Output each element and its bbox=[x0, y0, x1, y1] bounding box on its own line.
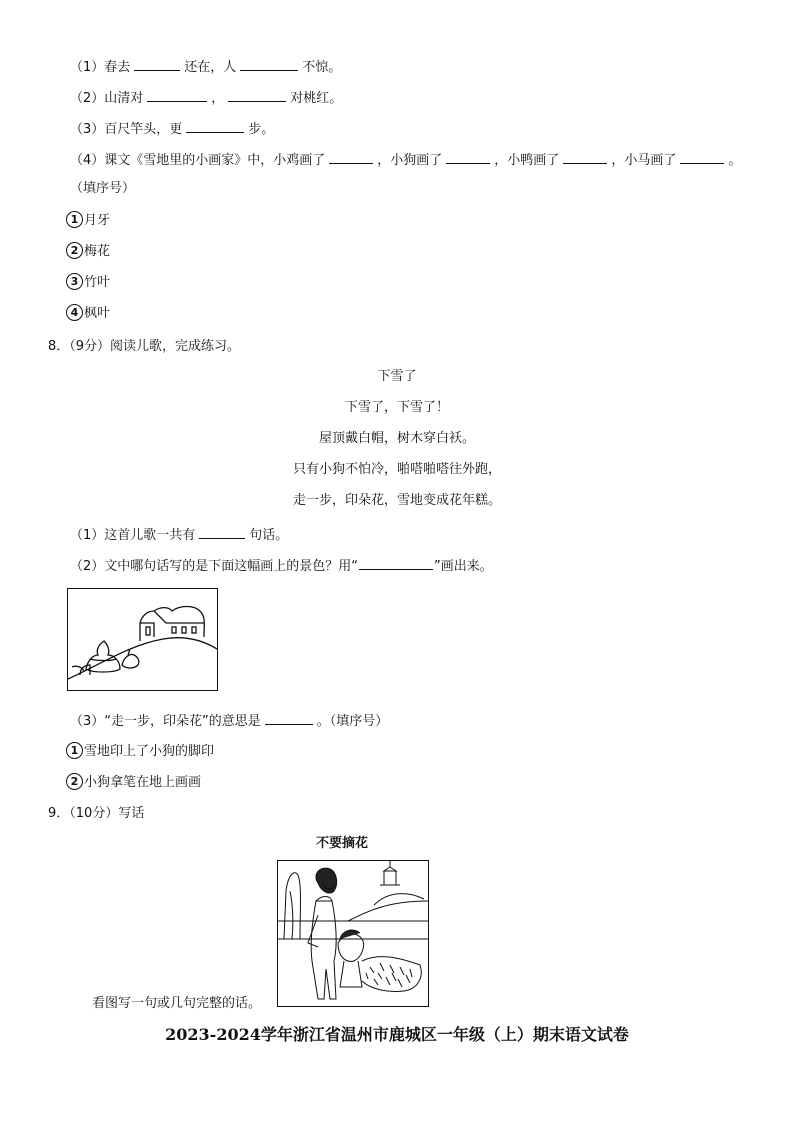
q7-option-1: 1 月牙 bbox=[66, 211, 110, 230]
answer-blank[interactable] bbox=[186, 118, 244, 133]
q7-line-2: （2）山清对 ， 对桃红。 bbox=[70, 87, 342, 108]
q8-line-1: （1）这首儿歌一共有 句话。 bbox=[70, 524, 288, 545]
poem-line-2: 屋顶戴白帽，树木穿白袄。 bbox=[318, 431, 475, 446]
answer-blank[interactable] bbox=[199, 524, 245, 539]
answer-blank[interactable] bbox=[265, 710, 313, 725]
q7-option-3: 3 竹叶 bbox=[66, 273, 110, 292]
exam-footer-title: 2023-2024学年浙江省温州市鹿城区一年级（上）期末语文试卷 bbox=[165, 1025, 629, 1044]
poem-line-4: 走一步，印朵花，雪地变成花年糕。 bbox=[292, 493, 501, 508]
underline-sample bbox=[359, 555, 433, 570]
mother-child-flowers-drawing bbox=[278, 861, 428, 1006]
q7-hint: （填序号） bbox=[70, 181, 136, 196]
q8-option-1: 1 雪地印上了小狗的脚印 bbox=[66, 742, 214, 761]
picture-title: 不要摘花 bbox=[316, 836, 369, 851]
snow-house-tree-drawing bbox=[68, 589, 217, 690]
q9-header: 9．（10分）写话 bbox=[48, 806, 145, 821]
poem-line-3: 只有小狗不怕冷，啪嗒啪嗒往外跑， bbox=[292, 462, 501, 477]
q9-instruction: 看图写一句或几句完整的话。 bbox=[92, 996, 262, 1011]
answer-blank[interactable] bbox=[446, 149, 490, 164]
answer-blank[interactable] bbox=[134, 56, 180, 71]
poem-title: 下雪了 bbox=[377, 369, 417, 384]
answer-blank[interactable] bbox=[563, 149, 607, 164]
answer-blank[interactable] bbox=[680, 149, 724, 164]
q7-option-2: 2 梅花 bbox=[66, 242, 110, 261]
q8-line-3: （3）“走一步，印朵花”的意思是 。（填序号） bbox=[70, 710, 388, 731]
q8-header: 8．（9分）阅读儿歌，完成练习。 bbox=[48, 339, 241, 354]
q7-line-1: （1）春去 还在，人 不惊。 bbox=[70, 56, 341, 77]
snow-scene-picture bbox=[67, 588, 218, 691]
q7-option-4: 4 枫叶 bbox=[66, 304, 110, 323]
q8-option-2: 2 小狗拿笔在地上画画 bbox=[66, 773, 201, 792]
answer-blank[interactable] bbox=[329, 149, 373, 164]
no-picking-flowers-picture bbox=[277, 860, 429, 1007]
q7-line-4: （4）课文《雪地里的小画家》中，小鸡画了 ，小狗画了 ，小鸭画了 ，小马画了 。 bbox=[70, 149, 741, 170]
poem-line-1: 下雪了，下雪了！ bbox=[344, 400, 449, 415]
answer-blank[interactable] bbox=[240, 56, 298, 71]
answer-blank[interactable] bbox=[228, 87, 286, 102]
q7-line-3: （3）百尺竿头，更 步。 bbox=[70, 118, 274, 139]
q8-line-2: （2）文中哪句话写的是下面这幅画上的景色？用“ ”画出来。 bbox=[70, 555, 493, 576]
answer-blank[interactable] bbox=[147, 87, 207, 102]
